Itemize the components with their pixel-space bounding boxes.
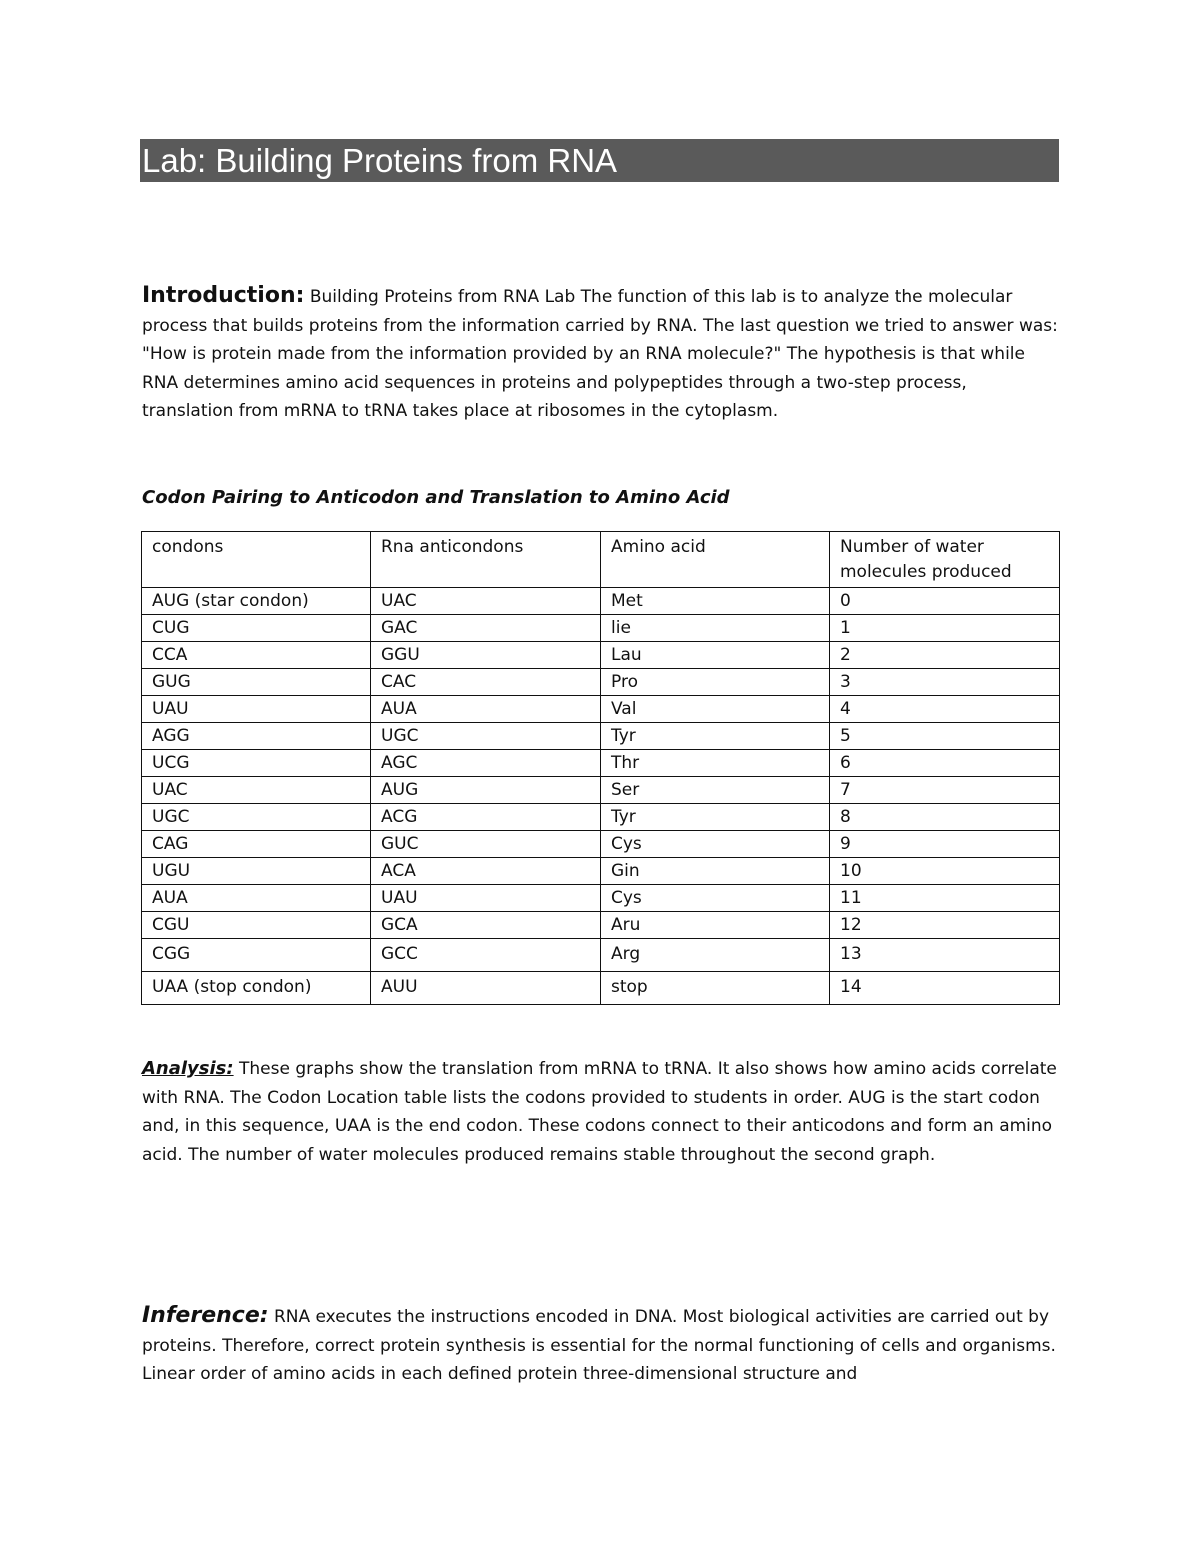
table-cell: UAC — [142, 777, 371, 804]
table-cell: 3 — [830, 669, 1060, 696]
table-cell: AGG — [142, 723, 371, 750]
table-cell: UGU — [142, 858, 371, 885]
table-cell: 14 — [830, 972, 1060, 1005]
table-cell: CAC — [371, 669, 601, 696]
header-cell: condons — [142, 532, 371, 588]
table-cell: AGC — [371, 750, 601, 777]
table-cell: 2 — [830, 642, 1060, 669]
table-header-row — [142, 532, 1060, 588]
table-cell: UAU — [142, 696, 371, 723]
table-cell: Lau — [601, 642, 830, 669]
table-row — [142, 885, 1060, 912]
table-cell: Met — [601, 588, 830, 615]
table-cell: stop — [601, 972, 830, 1005]
table-cell: GUG — [142, 669, 371, 696]
table-cell: GGU — [371, 642, 601, 669]
analysis-paragraph — [142, 1055, 1062, 1169]
table-cell: 1 — [830, 615, 1060, 642]
table-cell: GUC — [371, 831, 601, 858]
header-cell: Rna anticondons — [371, 532, 601, 588]
table-cell: GAC — [371, 615, 601, 642]
table-cell: CUG — [142, 615, 371, 642]
table-cell: CCA — [142, 642, 371, 669]
table-row — [142, 588, 1060, 615]
table-cell: 5 — [830, 723, 1060, 750]
table-cell: GCA — [371, 912, 601, 939]
table-cell: 4 — [830, 696, 1060, 723]
table-cell: CGU — [142, 912, 371, 939]
table-row — [142, 723, 1060, 750]
table-cell: ACA — [371, 858, 601, 885]
table-cell: UCG — [142, 750, 371, 777]
table-cell: UAA (stop condon) — [142, 972, 371, 1005]
table-cell: CAG — [142, 831, 371, 858]
table-row — [142, 669, 1060, 696]
table-cell: 10 — [830, 858, 1060, 885]
table-cell: Cys — [601, 885, 830, 912]
table-cell: GCC — [371, 939, 601, 972]
analysis-label: Analysis: — [142, 1058, 234, 1079]
table-cell: Ser — [601, 777, 830, 804]
table-title: Codon Pairing to Anticodon and Translation to Amino Acid — [142, 487, 730, 508]
table-row — [142, 831, 1060, 858]
introduction-text: Building Proteins from RNA Lab The function of this lab is to analyze the molecular process that builds proteins from the information carried by RNA. The last question we tried to answer was: "How is protein made from the information provided by an RNA molecule?" The hypothesis is that while RNA determines amino acid sequences in proteins and polypeptides through a two-step process, translation from mRNA to tRNA takes place at ribosomes in the cytoplasm. — [142, 287, 1058, 421]
inference-paragraph — [142, 1302, 1062, 1389]
table-cell: AUA — [142, 885, 371, 912]
table-cell: 13 — [830, 939, 1060, 972]
table-cell: AUG — [371, 777, 601, 804]
table-cell: ACG — [371, 804, 601, 831]
analysis-text: These graphs show the translation from mRNA to tRNA. It also shows how amino acids correlate with RNA. The Codon Location table lists the codons provided to students in order. AUG is the start codon and, in this sequence, UAA is the end codon. These codons connect to their anticodons and form an amino acid. The number of water molecules produced remains stable throughout the second graph. — [142, 1059, 1057, 1165]
codon-table — [141, 531, 1060, 1005]
table-cell: 12 — [830, 912, 1060, 939]
table-row — [142, 696, 1060, 723]
table-row — [142, 939, 1060, 972]
table-cell: 11 — [830, 885, 1060, 912]
table-cell: UAC — [371, 588, 601, 615]
table-cell: Thr — [601, 750, 830, 777]
table-cell: 9 — [830, 831, 1060, 858]
page-title: Lab: Building Proteins from RNA — [142, 142, 618, 179]
header-cell: Amino acid — [601, 532, 830, 588]
table-row — [142, 777, 1060, 804]
table-cell: UGC — [142, 804, 371, 831]
inference-label: Inference: — [142, 1303, 269, 1328]
table-cell: 6 — [830, 750, 1060, 777]
introduction-label: Introduction: — [142, 283, 305, 308]
table-row — [142, 858, 1060, 885]
table-cell: UAU — [371, 885, 601, 912]
table-cell: Pro — [601, 669, 830, 696]
table-row — [142, 972, 1060, 1005]
table-cell: Cys — [601, 831, 830, 858]
table-cell: 8 — [830, 804, 1060, 831]
table-cell: CGG — [142, 939, 371, 972]
header-cell: Number of water molecules produced — [830, 532, 1060, 588]
table-cell: Aru — [601, 912, 830, 939]
table-cell: 7 — [830, 777, 1060, 804]
table-row — [142, 804, 1060, 831]
introduction-paragraph — [142, 282, 1062, 426]
table-cell: Tyr — [601, 804, 830, 831]
table-cell: 0 — [830, 588, 1060, 615]
table-cell: Val — [601, 696, 830, 723]
table-cell: AUA — [371, 696, 601, 723]
inference-text: RNA executes the instructions encoded in DNA. Most biological activities are carried out by proteins. Therefore, correct protein synthesis is essential for the normal functioning of cells and organisms. Linear order of amino acids in each defined protein three-dimensional structure and — [142, 1307, 1056, 1384]
table-cell: UGC — [371, 723, 601, 750]
table-row — [142, 642, 1060, 669]
table-cell: Arg — [601, 939, 830, 972]
table-cell: Tyr — [601, 723, 830, 750]
table-row — [142, 750, 1060, 777]
table-cell: lie — [601, 615, 830, 642]
table-row — [142, 912, 1060, 939]
table-cell: AUU — [371, 972, 601, 1005]
table-cell: Gin — [601, 858, 830, 885]
table-row — [142, 615, 1060, 642]
table-cell: AUG (star condon) — [142, 588, 371, 615]
